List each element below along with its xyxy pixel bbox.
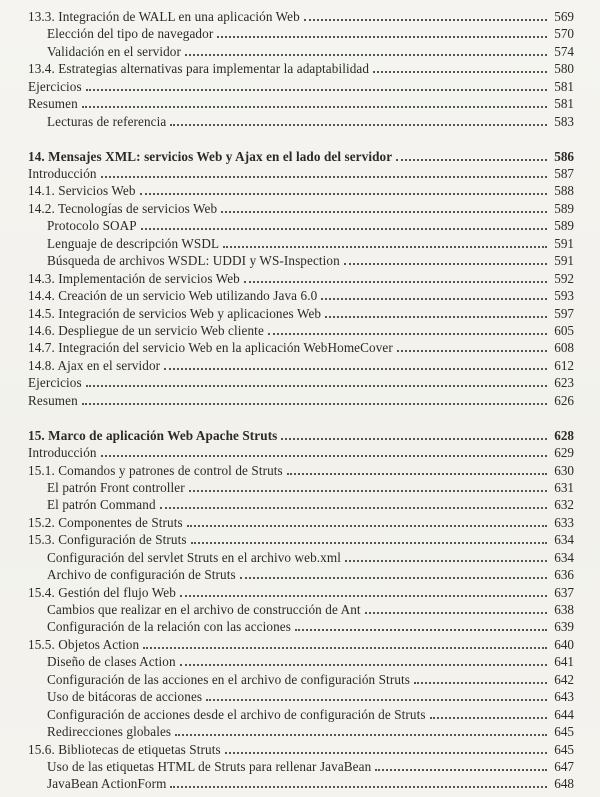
toc-entry-title: Configuración de las acciones en el archivo de configuración Struts <box>47 671 411 687</box>
toc-entry <box>28 166 574 183</box>
toc-entry-page: 591 <box>554 253 574 269</box>
toc-entry <box>28 497 574 514</box>
toc-entry-title: 14.6. Despliegue de un servicio Web cliente <box>28 322 264 338</box>
toc-entry <box>28 183 574 200</box>
toc-entry-page: 605 <box>554 322 574 338</box>
toc-entry <box>28 114 574 131</box>
dot-leader <box>101 455 547 457</box>
toc-entry <box>28 26 574 43</box>
toc-entry-page: 644 <box>554 706 574 722</box>
toc-entry-page: 569 <box>554 9 574 24</box>
toc-entry-title: 13.3. Integración de WALL en una aplicación Web <box>28 9 300 24</box>
toc-entry-page: 608 <box>554 340 574 356</box>
toc-entry-page: 623 <box>554 375 574 391</box>
toc-entry-page: 631 <box>554 479 574 495</box>
dot-leader <box>170 124 547 126</box>
toc-entry <box>28 9 574 26</box>
toc-entry-title: Introducción <box>28 445 97 461</box>
toc-entry-page: 593 <box>554 288 574 304</box>
toc-entry-page: 640 <box>554 636 574 652</box>
toc-entry-page: 629 <box>554 445 574 461</box>
dot-leader <box>82 403 547 405</box>
toc-entry-title: El patrón Front controller <box>47 479 185 495</box>
toc-entry <box>28 480 574 497</box>
toc-entry-page: 633 <box>554 514 574 530</box>
toc-entry <box>28 201 574 218</box>
dot-leader <box>185 54 547 56</box>
toc-entry-title: 15.3. Configuración de Struts <box>28 532 187 548</box>
toc-entry-title: 15. Marco de aplicación Web Apache Struts <box>28 427 278 443</box>
toc-entry <box>28 306 574 323</box>
toc-entry-title: 15.4. Gestión del flujo Web <box>28 584 176 600</box>
dot-leader <box>304 19 547 21</box>
dot-leader <box>430 717 547 719</box>
toc-entry <box>28 689 574 706</box>
toc-entry-title: 15.5. Objetos Action <box>28 636 140 652</box>
dot-leader <box>143 647 547 649</box>
dot-leader <box>321 298 547 300</box>
toc-entry-page: 583 <box>554 113 574 129</box>
toc-entry-page: 586 <box>554 148 574 164</box>
toc-entry-page: 645 <box>554 741 574 757</box>
toc-entry <box>28 672 574 689</box>
toc-entry-page: 589 <box>554 200 574 216</box>
dot-leader <box>86 385 547 387</box>
dot-leader <box>189 490 547 492</box>
toc-entry-page: 643 <box>554 689 574 705</box>
toc-entry-title: 15.2. Componentes de Struts <box>28 514 183 530</box>
dot-leader <box>295 629 547 631</box>
toc-entry-page: 628 <box>554 427 574 443</box>
toc-entry-title: Resumen <box>28 392 78 408</box>
dot-leader <box>101 176 547 178</box>
dot-leader <box>180 595 547 597</box>
toc-entry-page: 630 <box>554 462 574 478</box>
toc-entry-title: 14.5. Integración de servicios Web y aplicaciones Web <box>28 305 322 321</box>
toc-entry <box>28 776 574 793</box>
toc-entry-title: Archivo de configuración de Struts <box>47 567 236 583</box>
toc-entry <box>28 550 574 567</box>
toc-entry-title: Validación en el servidor <box>47 43 181 59</box>
toc-entry-page: 581 <box>554 96 574 112</box>
toc-entry <box>28 707 574 724</box>
toc-entry-page: 637 <box>554 584 574 600</box>
toc-entry-title: Ejercicios <box>28 78 82 94</box>
toc-entry-page: 648 <box>554 776 574 792</box>
toc-entry-title: Introducción <box>28 166 97 181</box>
toc-entry-title: Configuración del servlet Struts en el archivo web.xml <box>47 549 341 565</box>
toc-entry <box>28 532 574 549</box>
toc-entry-title: 14.8. Ajax en el servidor <box>28 357 161 373</box>
toc-entry-page: 587 <box>554 166 574 181</box>
toc-entry-title: Lecturas de referencia <box>47 113 167 129</box>
toc-entry-page: 642 <box>554 671 574 687</box>
toc-entry <box>28 742 574 759</box>
toc-entry <box>28 585 574 602</box>
toc-entry-title: Ejercicios <box>28 375 82 391</box>
toc-entry <box>28 619 574 636</box>
dot-leader <box>180 664 547 666</box>
toc-entry <box>28 271 574 288</box>
toc-chapter-entry <box>28 149 574 166</box>
toc-entry-title: 14.1. Servicios Web <box>28 183 136 199</box>
toc-entry <box>28 759 574 776</box>
dot-leader <box>244 281 547 283</box>
dot-leader <box>414 682 547 684</box>
toc-entry <box>28 340 574 357</box>
dot-leader <box>86 89 547 91</box>
dot-leader <box>164 368 547 370</box>
toc-entry <box>28 61 574 78</box>
toc-entry-page: 581 <box>554 78 574 94</box>
dot-leader <box>160 507 547 509</box>
dot-leader <box>191 542 547 544</box>
dot-leader <box>287 473 547 475</box>
dot-leader <box>268 333 547 335</box>
toc-entry <box>28 724 574 741</box>
toc-entry-page: 638 <box>554 602 574 617</box>
toc-entry <box>28 567 574 584</box>
toc-entry-title: 15.6. Bibliotecas de etiquetas Struts <box>28 741 221 757</box>
toc-entry <box>28 637 574 654</box>
toc-entry-title: Lenguaje de descripción WSDL <box>47 235 220 251</box>
toc-entry <box>28 602 574 619</box>
toc-entry-page: 612 <box>554 357 574 373</box>
toc-entry-page: 580 <box>554 61 574 77</box>
toc-entry <box>28 393 574 410</box>
dot-leader <box>345 560 547 562</box>
toc-entry-title: 14.2. Tecnologías de servicios Web <box>28 200 218 216</box>
toc-entry <box>28 375 574 392</box>
toc-entry <box>28 463 574 480</box>
toc-entry <box>28 288 574 305</box>
toc-entry-page: 639 <box>554 619 574 635</box>
toc-entry-page: 636 <box>554 567 574 583</box>
dot-leader <box>375 769 547 771</box>
toc-entry-title: 14.3. Implementación de servicios Web <box>28 270 240 286</box>
dot-leader <box>221 211 547 213</box>
toc-entry-title: Elección del tipo de navegador <box>47 26 214 42</box>
dot-leader <box>217 36 547 38</box>
toc-entry-page: 592 <box>554 270 574 286</box>
dot-leader <box>170 786 547 788</box>
dot-leader <box>240 577 547 579</box>
dot-leader <box>140 193 547 195</box>
dot-leader <box>175 734 547 736</box>
toc-entry <box>28 44 574 61</box>
toc-chapter-entry <box>28 428 574 445</box>
dot-leader <box>225 752 547 754</box>
dot-leader <box>206 699 547 701</box>
toc-entry-title: El patrón Command <box>47 497 156 513</box>
toc-entry-page: 647 <box>554 758 574 774</box>
dot-leader <box>373 71 547 73</box>
toc-entry-page: 626 <box>554 392 574 408</box>
dot-leader <box>365 612 547 614</box>
toc-entry-title: Diseño de clases Action <box>47 654 176 670</box>
dot-leader <box>325 316 547 318</box>
toc-list <box>28 9 574 794</box>
toc-entry <box>28 445 574 462</box>
toc-entry <box>28 323 574 340</box>
dot-leader <box>344 263 547 265</box>
toc-entry <box>28 358 574 375</box>
toc-entry-title: Redirecciones globales <box>47 724 172 740</box>
toc-entry-title: 14.7. Integración del servicio Web en la aplicación WebHomeCover <box>28 340 393 356</box>
toc-entry-page: 641 <box>554 654 574 670</box>
toc-entry-page: 591 <box>554 235 574 251</box>
toc-entry-title: Uso de bitácoras de acciones <box>47 689 203 705</box>
toc-entry-title: Búsqueda de archivos WSDL: UDDI y WS-Inspection <box>47 253 340 269</box>
toc-entry-title: Protocolo SOAP <box>47 218 137 234</box>
dot-leader <box>187 525 547 527</box>
toc-entry-page: 632 <box>554 497 574 513</box>
dot-leader <box>141 228 547 230</box>
toc-entry-title: 14.4. Creación de un servicio Web utilizando Java 6.0 <box>28 288 318 304</box>
toc-entry-title: Resumen <box>28 96 78 112</box>
toc-entry-title: Configuración de acciones desde el archivo de configuración de Struts <box>47 706 426 722</box>
toc-entry <box>28 79 574 96</box>
toc-entry-page: 588 <box>554 183 574 199</box>
toc-entry-title: 14. Mensajes XML: servicios Web y Ajax en el lado del servidor <box>28 148 393 164</box>
dot-leader <box>82 106 547 108</box>
dot-leader <box>281 438 547 440</box>
toc-entry-title: 13.4. Estrategias alternativas para implementar la adaptabilidad <box>28 61 370 77</box>
dot-leader <box>397 350 547 352</box>
toc-entry-title: Cambios que realizar en el archivo de construcción de Ant <box>47 602 361 617</box>
toc-entry-page: 597 <box>554 305 574 321</box>
toc-entry-title: JavaBean ActionForm <box>47 776 167 792</box>
toc-entry-page: 570 <box>554 26 574 42</box>
toc-entry <box>28 515 574 532</box>
toc-entry <box>28 96 574 113</box>
toc-entry <box>28 236 574 253</box>
toc-entry-title: Uso de las etiquetas HTML de Struts para rellenar JavaBean <box>47 758 372 774</box>
toc-entry <box>28 253 574 270</box>
toc-entry-page: 634 <box>554 532 574 548</box>
toc-entry-page: 645 <box>554 724 574 740</box>
toc-entry-title: 15.1. Comandos y patrones de control de Struts <box>28 462 283 478</box>
toc-entry-page: 574 <box>554 43 574 59</box>
dot-leader <box>223 246 547 248</box>
toc-entry-title: Configuración de la relación con las acciones <box>47 619 291 635</box>
toc-entry <box>28 218 574 235</box>
dot-leader <box>396 159 547 161</box>
toc-entry <box>28 654 574 671</box>
toc-entry-page: 589 <box>554 218 574 234</box>
toc-entry-page: 634 <box>554 549 574 565</box>
